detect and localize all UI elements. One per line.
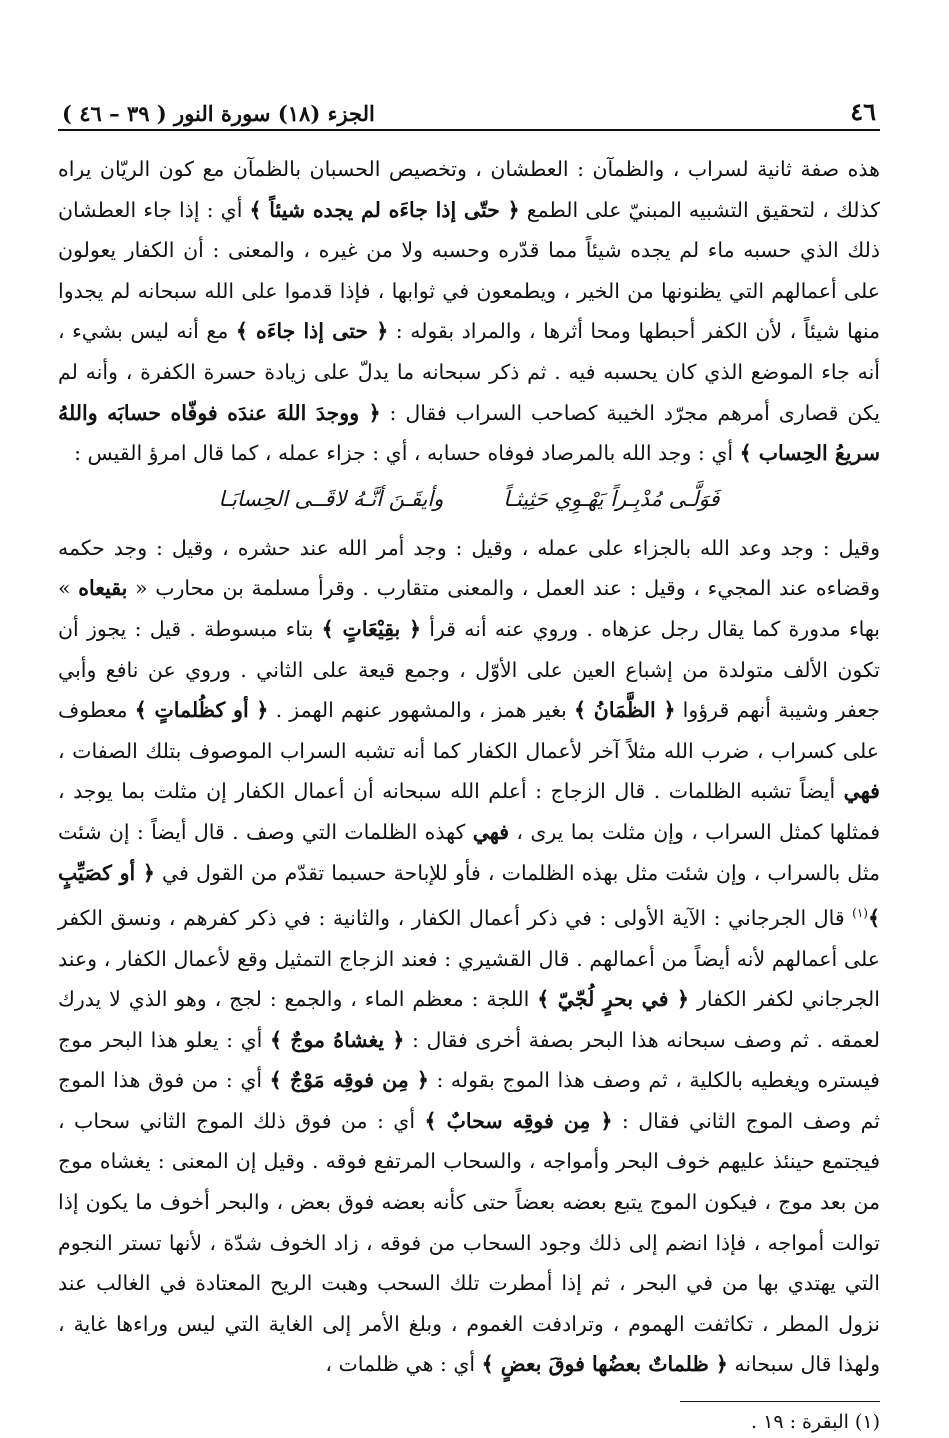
- footnote-divider: [680, 1401, 880, 1402]
- quran-quote: ﴿ يغشاهُ موجٌ ﴾: [269, 1027, 405, 1052]
- quran-quote: ﴿ بقِيْعَاتٍ ﴾: [321, 616, 422, 641]
- footnote: (١) البقرة : ١٩ .: [751, 1411, 880, 1434]
- quran-quote: ﴿ أو كصَيِّبٍ ﴾: [58, 860, 880, 930]
- quran-quote: ﴿ ووجدَ اللهَ عندَه فوفّاه حسابَه واللهُ سريعُ الحِساب ﴾: [58, 400, 880, 466]
- emphasis-word: فهي: [843, 779, 880, 804]
- text-segment: وقيل : وجد وعد الله بالجزاء على عمله ، وقيل : وجد أمر الله عند حشره ، وقيل : وجد حكمه وقضاءه عند المجيء ، وقيل : عند العمل ، والمعنى متقارب . وقرأ مسلمة بن محارب «: [58, 535, 880, 601]
- text-segment: هذه صفة ثانية لسراب ، والظمآن : العطشان ، وتخصيص الحسبان بالظمآن مع كون الريّان يراه كذلك ، لتحقيق التشبيه المبنيّ على الطمع: [58, 157, 881, 222]
- poem-hemistich-2: وأيقَـنَ أنَّـهُ لاقَــى الحِسابَـا: [218, 486, 444, 511]
- text-segment: أي : وجد الله بالمرصاد فوفاه حسابه ، أي : جزاء عمله ، كما قال امرؤ القيس :: [74, 441, 734, 466]
- footnote-marker: (١): [852, 906, 868, 921]
- quran-quote: ﴿ الظَّمَانُ ﴾: [574, 698, 676, 723]
- text-segment: أي : هي ظلمات ،: [325, 1352, 476, 1377]
- poem-hemistich-1: فَوَلَّـى مُدْبِـراً يَهْـوِي حَثِيثـاً: [503, 486, 720, 511]
- text-segment: أي : من فوق هذا الموج ثم وصف الموج الثاني فقال :: [58, 1068, 880, 1133]
- emphasis-word: فهي: [472, 819, 510, 844]
- text-segment: مع أنه ليس بشيء ، أنه جاء الموضع الذي كان يحسبه فيه . ثم ذكر سبحانه ما يدلّ على زيادة حسرة الكفرة ، وأنه لم يكن قصارى أمرهم مجرّد الخيبة كصاحب السراب فقال :: [58, 319, 880, 425]
- body-text: [58, 149, 880, 1385]
- text-segment: أي : إذا جاء العطشان ذلك الذي حسبه ماء لم يجده شيئاً مما قدّره وحسبه ولا من غيره ، والمعنى : أن الكفار يعولون على أعمالهم التي يظنونها من الخير ، ويطمعون في ثوابها ، فإذا قدموا على الله سبحانه لم يجدوا منها شيئاً ، لأن الكفر أحبطها ومحا أثرها ، والمراد بقوله :: [58, 197, 880, 344]
- page: [58, 90, 880, 1438]
- running-title: الجزء (١٨) سورة النور ( ٣٩ – ٤٦ ): [62, 101, 375, 126]
- quran-quote: ﴿ أو كظُلماتٍ ﴾: [134, 698, 269, 723]
- quran-quote: ﴿ حتى إذا جاءَه ﴾: [235, 319, 389, 344]
- text-segment: أي : من فوق ذلك الموج الثاني سحاب ، فيجتمع حينئذ عليهم خوف البحر وأمواجه ، والسحاب المرتفع فوقه . وقيل إن المعنى : يغشاه موج من بعد موج ، فيكون الموج يتبع بعضه بعضاً حتى كأنه بعضه فوق بعض ، والبحر أخوف ما يكون إذا توالت أمواجه ، فإذا انضم إلى ذلك وجود السحاب من فوقه ، زاد الخوف شدّة ، لأنها تستر النجوم التي يهتدي بها من في البحر ، ثم إذا أمطرت تلك السحب وهبت الريح المعتادة في الغالب عند نزول المطر ، تكاثفت الهموم ، وترادفت الغموم ، وبلغ الأمر إلى الغاية التي ليس وراءها غاية ، ولهذا قال سبحانه: [58, 1108, 880, 1377]
- text-segment: كهذه الظلمات التي وصف . قال أيضاً : إن شئت مثل بالسراب ، وإن شئت مثل بهذه الظلمات ، فأو للإباحة حسبما تقدّم من القول في: [58, 819, 880, 885]
- quran-quote: ﴿ مِن فوقِه سحابٌ ﴾: [424, 1108, 613, 1133]
- reading-variant: بقيعاه: [78, 576, 128, 601]
- quran-quote: ﴿ حتّى إذا جاءَه لم يجده شيئاً ﴾: [249, 197, 520, 222]
- text-segment: أي : يعلو هذا البحر موج فيستره ويغطيه بالكلية ، ثم وصف هذا الموج بقوله :: [58, 1027, 880, 1093]
- text-segment: قال الجرجاني : الآية الأولى : في ذكر أعمال الكفار ، والثانية : في ذكر كفرهم ، ونسق الكفر على أعمالهم لأنه أيضاً من أعمالهم . قال القشيري : فعند الزجاج التمثيل وقع لأعمال الكفار ، وعند الجرجاني لكفر الكفار: [58, 905, 880, 1012]
- text-segment: بتاء مبسوطة . قيل : يجوز أن تكون الألف متولدة من إشباع العين على الأوّل ، وجمع قيعة على الثاني . وروي عن نافع وأبي جعفر وشيبة أنهم قرؤوا: [58, 616, 880, 723]
- text-segment: أيضاً تشبه الظلمات . قال الزجاج : أعلم الله سبحانه أن أعمال الكفار إن مثلت بما يوجد ، فمثلها كمثل السراب ، وإن مثلت بما يرى ،: [58, 779, 880, 844]
- paragraph-2: [58, 528, 880, 1385]
- text-segment: بغير همز ، والمشهور عنهم الهمز .: [268, 698, 567, 723]
- quran-quote: ﴿ ظلماتٌ بعضُها فوقَ بعضٍ ﴾: [481, 1352, 728, 1377]
- text-segment: » بهاء مدورة كما يقال رجل عزهاه . وروي عنه أنه قرأ: [58, 576, 880, 641]
- poem-verse: [58, 476, 880, 522]
- text-segment: اللجة : معظم الماء ، والجمع : لجج ، وهو الذي لا يدرك لعمقه . ثم وصف سبحانه هذا البحر بصفة أخرى فقال :: [58, 987, 880, 1052]
- page-number: ٤٦: [850, 97, 876, 126]
- quran-quote: ﴿ مِن فوقِه مَوْجٌ ﴾: [269, 1068, 429, 1093]
- text-segment: معطوف على كسراب ، ضرب الله مثلاً آخر لأعمال الكفار كما أنه تشبه السراب الموصوف بتلك الصفات ،: [58, 698, 879, 763]
- page-header: [58, 90, 880, 131]
- quran-quote: ﴿ في بحرٍ لُجّيّ ﴾: [537, 987, 690, 1012]
- paragraph-1: [58, 149, 880, 474]
